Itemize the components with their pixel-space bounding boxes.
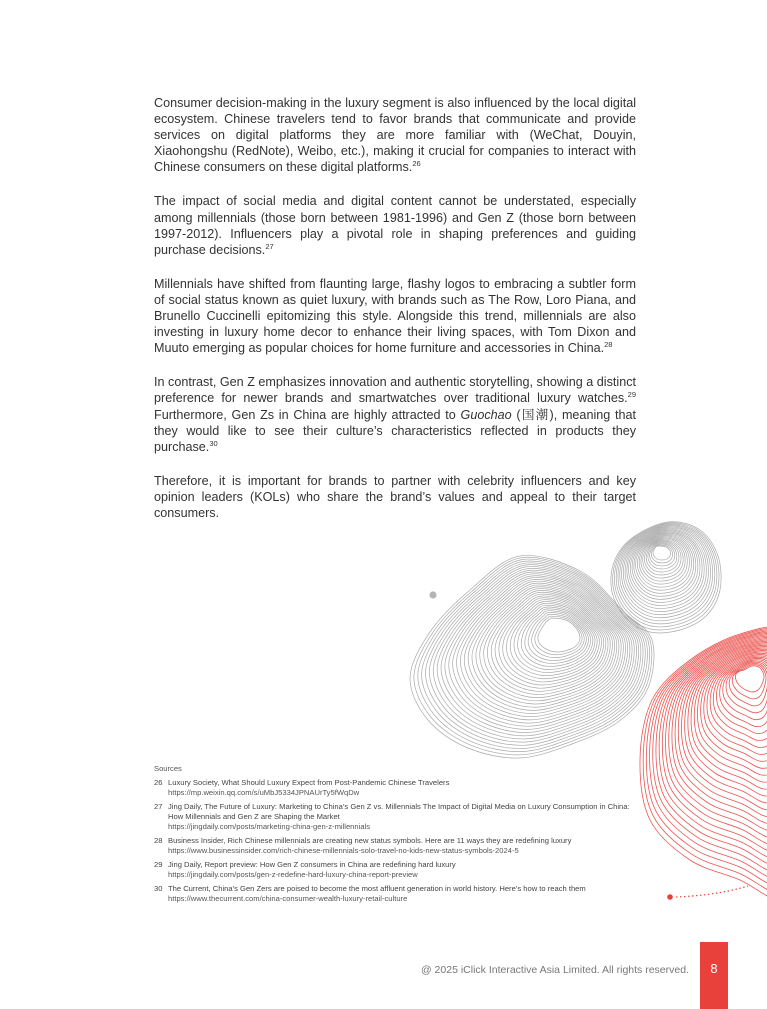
source-title: Jing Daily, Report preview: How Gen Z consumers in China are redefining hard luxury bbox=[168, 860, 456, 869]
source-number: 28 bbox=[154, 836, 163, 845]
source-link[interactable]: https://www.thecurrent.com/china-consumer-wealth-luxury-retail-culture bbox=[168, 894, 408, 903]
sources-heading: Sources bbox=[154, 764, 182, 773]
source-number: 27 bbox=[154, 802, 163, 811]
source-item bbox=[154, 802, 634, 832]
footnote-ref: 27 bbox=[265, 241, 274, 251]
paragraph-digital-ecosystem: Consumer decision-making in the luxury segment is also influenced by the local digital ecosystem. Chinese travelers tend to favor brands that communicate and provide services on digital platforms they are more familiar with (WeChat, Douyin, Xiaohongshu (RedNote), Weibo, etc.), making it crucial for companies to interact with Chinese consumers on these digital platforms.$^{26}$ bbox=[154, 96, 636, 175]
paragraph-quiet-luxury: Millennials have shifted from flaunting large, flashy logos to embracing a subtler form of social status known as quiet luxury, with brands such as The Row, Loro Piana, and Brunello Cuccinelli epitomizing this style. Alongside this trend, millennials are also investing in luxury home decor to enhance their living spaces, with Tom Dixon and Muuto emerging as popular choices for home furniture and accessories in China.$^{28}$ bbox=[154, 276, 636, 356]
source-number: 29 bbox=[154, 860, 163, 869]
gray-contour-shape-large bbox=[410, 555, 654, 758]
main-text bbox=[154, 95, 636, 539]
paragraph-social-media: The impact of social media and digital content cannot be understated, especially among millennials (those born between 1981-1996) and Gen Z (those born between 1997-2012). Influencers play a pivotal role in shaping preferences and guiding purchase decisions.$^{27}$ bbox=[154, 194, 636, 257]
source-title: Business Insider, Rich Chinese millennials are creating new status symbols. Here are 11 ways they are redefining luxury bbox=[168, 836, 572, 845]
source-title: The Current, China’s Gen Zers are poised to become the most affluent generation in world history. Here’s how to reach them bbox=[168, 884, 586, 893]
page-number: 8 bbox=[710, 961, 718, 976]
red-contour-shape bbox=[640, 627, 767, 900]
footnote-ref: 30 bbox=[209, 438, 218, 448]
source-item bbox=[154, 884, 634, 904]
footnote-ref: 28 bbox=[604, 340, 613, 350]
source-title: Luxury Society, What Should Luxury Expect from Post-Pandemic Chinese Travelers bbox=[168, 778, 450, 787]
paragraph-kol: Therefore, it is important for brands to partner with celebrity influencers and key opinion leaders (KOLs) who share the brand’s values and appeal to their target consumers. bbox=[154, 473, 636, 520]
copyright-notice: @ 2025 iClick Interactive Asia Limited. All rights reserved. bbox=[420, 964, 689, 976]
footnote-ref: 29 bbox=[627, 390, 636, 400]
guochao-term: Guochao bbox=[460, 407, 512, 422]
source-number: 30 bbox=[154, 884, 163, 893]
sources-section bbox=[154, 764, 634, 908]
paragraph-gen-z: In contrast, Gen Z emphasizes innovation and authentic storytelling, showing a distinct preference for newer brands and smartwatches over traditional luxury watches.$^{29}$ Furthermore, Gen Zs in China are highly attracted to Guochao (国潮), meaning that they would like to see their culture’s characteristics reflected in products they purchase.$^{30}$ bbox=[154, 375, 636, 454]
source-link[interactable]: https://jingdaily.com/posts/marketing-china-gen-z-millennials bbox=[168, 822, 371, 831]
page-number-tab bbox=[700, 942, 728, 1009]
source-number: 26 bbox=[154, 778, 163, 787]
gray-dot bbox=[429, 591, 436, 598]
source-link[interactable]: https://mp.weixin.qq.com/s/uMbJ5334JPNAUrTy5fWqDw bbox=[168, 788, 360, 797]
footnote-ref: 26 bbox=[412, 159, 421, 169]
red-dotted-trail bbox=[667, 886, 748, 900]
source-item bbox=[154, 778, 634, 798]
source-title: Jing Daily, The Future of Luxury: Marketing to China’s Gen Z vs. Millennials The Impact of Digital Media on Luxury Consumption in China: How Millennials and Gen Z are Shaping the Market bbox=[168, 802, 630, 821]
source-item bbox=[154, 860, 634, 880]
source-link[interactable]: https://jingdaily.com/posts/gen-z-redefine-hard-luxury-china-report-preview bbox=[168, 870, 418, 879]
source-item bbox=[154, 836, 634, 856]
source-link[interactable]: https://www.businessinsider.com/rich-chinese-millennials-solo-travel-no-kids-new-status-symbols-2024-5 bbox=[168, 846, 519, 855]
